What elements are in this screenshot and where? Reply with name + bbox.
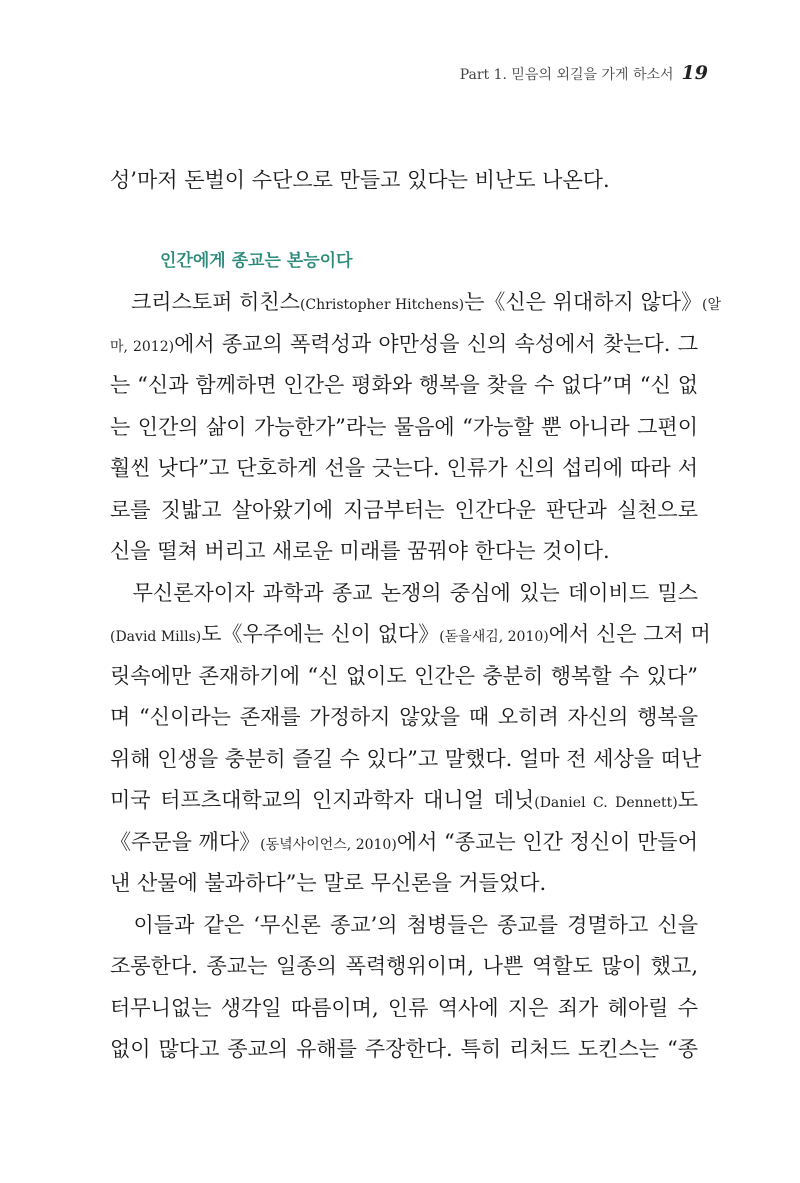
text-line-13: 위해 인생을 충분히 즐길 수 있다”고 말했다. 얼마 전 세상을 떠난 xyxy=(110,747,702,771)
section-heading: 인간에게 종교는 본능이다 xyxy=(160,251,353,271)
text-segment: 《주문을 깨다》 xyxy=(110,830,261,854)
publisher-note: 마, 2012) xyxy=(110,339,175,355)
text-line-15 xyxy=(110,822,698,867)
text-segment: 미국 터프츠대학교의 인지과학자 대니얼 데닛 xyxy=(110,788,535,812)
page-number: 19 xyxy=(681,62,708,84)
text-line-10 xyxy=(110,614,711,659)
text-line-4: 는 “신과 함께하면 인간은 평화와 행복을 찾을 수 없다”며 “신 없 xyxy=(110,373,698,397)
publisher-note: (알 xyxy=(702,297,722,313)
running-title: Part 1. 믿음의 외길을 가게 하소서 xyxy=(459,67,674,83)
text-segment: 에서 신은 그저 머 xyxy=(548,622,711,646)
text-line-5: 는 인간의 삶이 가능한가”라는 물음에 “가능할 뿐 아니라 그편이 xyxy=(110,415,698,439)
text-line-14 xyxy=(110,780,698,825)
text-line-17: 이들과 같은 ‘무신론 종교’의 첨병들은 종교를 경멸하고 신을 xyxy=(110,913,698,937)
publisher-note: (돋을새김, 2010) xyxy=(439,629,549,645)
text-segment: 크리스토퍼 히친스 xyxy=(110,290,300,314)
text-line-11: 릿속에만 존재하기에 “신 없이도 인간은 충분히 행복할 수 있다” xyxy=(110,664,698,688)
text-line-2 xyxy=(110,282,722,327)
text-segment: 는《신은 위대하지 않다》 xyxy=(464,290,703,314)
text-line-3 xyxy=(110,324,698,369)
running-header xyxy=(460,62,708,84)
text-segment: 도 xyxy=(677,788,698,812)
text-line-12: 며 “신이라는 존재를 가정하지 않았을 때 오히려 자신의 행복을 xyxy=(110,705,698,729)
text-segment: 에서 “종교는 인간 정신이 만들어 xyxy=(396,830,699,854)
text-line-16: 낸 산물에 불과하다”는 말로 무신론을 거들었다. xyxy=(110,871,547,895)
author-name-latin: (Christopher Hitchens) xyxy=(299,297,465,313)
text-line-20: 없이 많다고 종교의 유해를 주장한다. 특히 리처드 도킨스는 “종 xyxy=(110,1037,698,1061)
text-line-7: 로를 짓밟고 살아왔기에 지금부터는 인간다운 판단과 실천으로 xyxy=(110,498,698,522)
author-name-latin: (Daniel C. Dennett) xyxy=(534,795,678,811)
author-name-latin: (David Mills) xyxy=(110,629,202,645)
text-line-9: 무신론자이자 과학과 종교 논쟁의 중심에 있는 데이비드 밀스 xyxy=(110,581,698,605)
publisher-note: (동녘사이언스, 2010) xyxy=(260,837,397,853)
text-segment: 에서 종교의 폭력성과 야만성을 신의 속성에서 찾는다. 그 xyxy=(174,332,698,356)
text-line-6: 훨씬 낫다”고 단호하게 선을 긋는다. 인류가 신의 섭리에 따라 서 xyxy=(110,456,698,480)
text-line-8: 신을 떨쳐 버리고 새로운 미래를 꿈꿔야 한다는 것이다. xyxy=(110,539,610,563)
text-line-1: 성’마저 돈벌이 수단으로 만들고 있다는 비난도 나온다. xyxy=(110,168,610,192)
text-line-18: 조롱한다. 종교는 일종의 폭력행위이며, 나쁜 역할도 많이 했고, xyxy=(110,954,698,978)
text-line-19: 터무니없는 생각일 따름이며, 인류 역사에 지은 죄가 헤아릴 수 xyxy=(110,996,698,1020)
text-segment: 도《우주에는 신이 없다》 xyxy=(201,622,440,646)
